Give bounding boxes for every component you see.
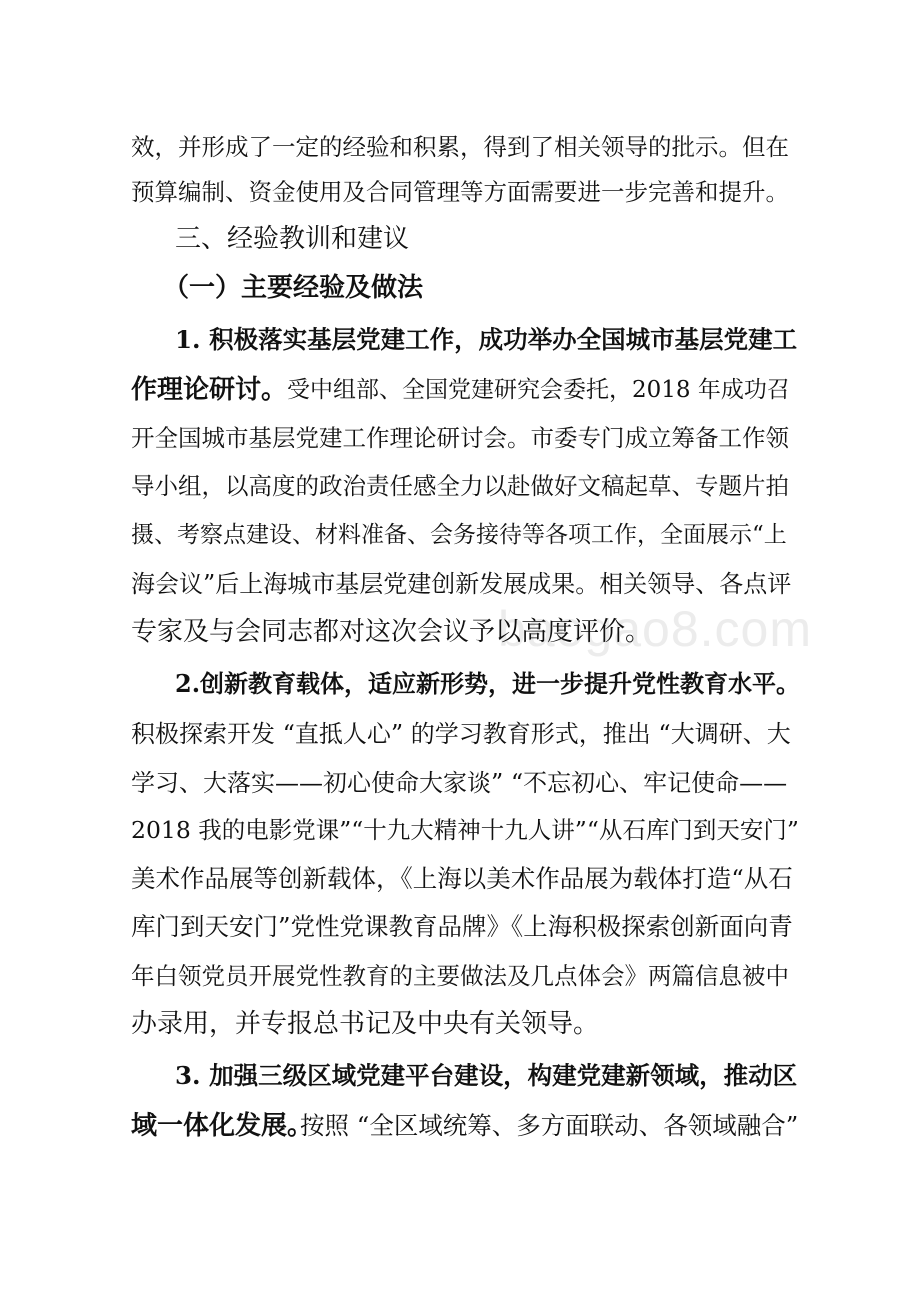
body-text: 专家及与会同志都对这次会议予以高度评价。 [131, 617, 652, 647]
text-line-4 [0, 268, 920, 308]
subsection-heading: （一）主要经验及做法 [163, 273, 424, 303]
body-text: 摄、考察点建设、材料准备、会务接待等各项工作，全面展示“上 [131, 522, 787, 548]
body-text: 办录用，并专报总书记及中央有关领导。 [131, 1009, 600, 1039]
item-heading-3: 3. 加强三级区域党建平台建设，构建党建新领域，推动区 [175, 1061, 798, 1090]
body-text: 2018 我的电影党课”“十九大精神十九人讲”“从石库门到天安门” [131, 816, 799, 844]
text-line-16 [0, 859, 920, 899]
item-heading-1: 1. 积极落实基层党建工作，成功举办全国城市基层党建工 [175, 325, 798, 354]
text-line-5 [0, 320, 920, 360]
section-heading: 三、经验教训和建议 [175, 224, 410, 254]
body-text: 开全国城市基层党建工作理论研讨会。市委专门成立筹备工作领 [131, 424, 789, 452]
text-line-21 [0, 1106, 920, 1146]
text-line-17 [0, 907, 920, 947]
text-line-9 [0, 515, 920, 555]
text-line-12 [0, 664, 920, 704]
item-heading-1-cont: 作理论研讨。 [131, 375, 288, 405]
text-line-15 [0, 810, 920, 850]
watermark: baogao8.com [498, 601, 813, 657]
body-text: 效，并形成了一定的经验和积累，得到了相关领导的批示。但在 [131, 133, 789, 161]
text-line-1 [0, 127, 920, 167]
text-line-20 [0, 1056, 920, 1096]
body-text: 海会议”后上海城市基层党建创新发展成果。相关领导、各点评 [131, 570, 792, 598]
item-heading-3-cont: 域一体化发展。 [131, 1111, 314, 1141]
text-line-6 [0, 370, 920, 410]
text-line-10 [0, 564, 920, 604]
text-line-13 [0, 714, 920, 754]
text-line-8 [0, 466, 920, 506]
body-text: 按照 “全区域统筹、多方面联动、各领域融合” [300, 1111, 799, 1140]
body-text: 学习、大落实——初心使命大家谈” “不忘初心、牢记使命—— [131, 769, 788, 797]
text-line-7 [0, 418, 920, 458]
text-line-11 [0, 612, 920, 652]
body-text: 受中组部、全国党建研究会委托，2018 年成功召 [287, 377, 790, 403]
text-line-19 [0, 1004, 920, 1044]
text-line-18 [0, 956, 920, 996]
body-text: 库门到天安门”党性党课教育品牌》《上海积极探索创新面向青 [131, 912, 793, 941]
body-text: 预算编制、资金使用及合同管理等方面需要进一步完善和提升。 [131, 178, 789, 206]
text-line-3 [0, 219, 920, 259]
body-text: 年白领党员开展党性教育的主要做法及几点体会》两篇信息被中 [131, 962, 789, 990]
body-text: 积极探索开发 “直抵人心” 的学习教育形式，推出 “大调研、大 [131, 720, 791, 748]
item-heading-2: 2.创新教育载体，适应新形势，进一步提升党性教育水平。 [175, 669, 801, 698]
text-line-2 [0, 172, 920, 212]
body-text: 美术作品展等创新载体，《上海以美术作品展为载体打造“从石 [131, 864, 793, 893]
body-text: 导小组，以高度的政治责任感全力以赴做好文稿起草、专题片拍 [131, 472, 789, 500]
text-line-14 [0, 763, 920, 803]
